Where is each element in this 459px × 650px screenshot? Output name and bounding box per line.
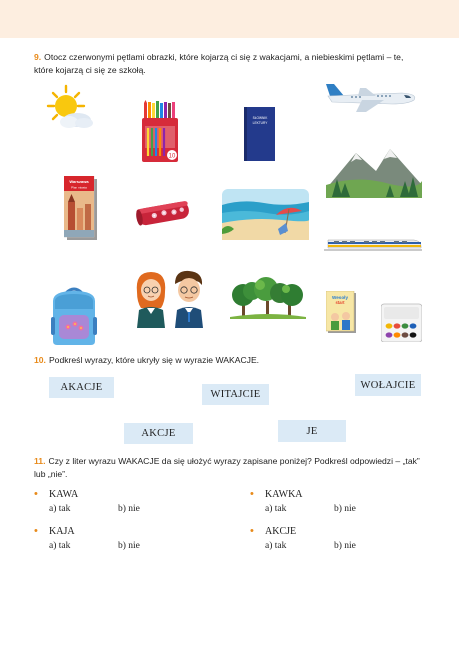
answer-kawka-no[interactable]: b) nie <box>334 504 356 514</box>
question-word-kawa: KAWA <box>49 489 79 500</box>
pencil-case-icon[interactable] <box>134 200 192 226</box>
task-9-number: 9. <box>34 52 42 62</box>
dictionary-book-icon[interactable] <box>244 107 275 161</box>
task-11-text-line1: Czy z liter wyrazu WAKACJE da się ułożyć wyrazy zapisane poniżej? Podkreśl odpowiedzi – „tak” <box>48 456 420 466</box>
paint-box-icon[interactable] <box>381 302 422 342</box>
word-box-akcje[interactable]: AKCJE <box>124 423 193 444</box>
question-word-akcje: AKCJE <box>265 526 297 537</box>
backpack-icon[interactable] <box>49 287 99 345</box>
mountains-icon[interactable] <box>326 145 422 198</box>
bullet-icon: • <box>250 488 254 500</box>
crayon-box-label: 10 <box>168 153 176 160</box>
bullet-icon: • <box>34 525 38 537</box>
answer-kawa-yes[interactable]: a) tak <box>49 504 71 514</box>
guidebook-icon[interactable] <box>64 176 97 240</box>
page-header-band <box>0 0 459 38</box>
task-10-instruction <box>34 354 434 367</box>
dictionary-title-line2: LEKTURY <box>252 121 268 125</box>
word-box-akacje[interactable]: AKACJE <box>49 377 114 398</box>
crayons-icon[interactable] <box>141 100 181 164</box>
trees-icon[interactable] <box>230 277 306 319</box>
answer-kaja-no[interactable]: b) nie <box>118 541 140 551</box>
task-11-instruction <box>34 455 434 481</box>
task-10-text: Podkreśl wyrazy, które ukryły się w wyrazie WAKACJE. <box>48 355 260 365</box>
answer-akcje-no[interactable]: b) nie <box>334 541 356 551</box>
school-children-icon[interactable] <box>131 268 209 328</box>
beach-icon[interactable] <box>222 189 309 240</box>
task-11-text-line2: lub „nie”. <box>34 469 68 479</box>
answer-kawa-no[interactable]: b) nie <box>118 504 140 514</box>
answer-akcje-yes[interactable]: a) tak <box>265 541 287 551</box>
dictionary-title-line1: SŁOWNIK <box>252 116 268 120</box>
guidebook-title-line2: Plan miasta <box>71 185 87 190</box>
airplane-icon[interactable] <box>322 80 420 114</box>
word-box-je[interactable]: JE <box>278 420 346 442</box>
train-icon[interactable] <box>324 237 422 251</box>
task-9-text-line1: Otocz czerwonymi pętlami obrazki, które kojarzą ci się z wakacjami, a niebieskimi pętlami – te, <box>44 52 404 62</box>
bullet-icon: • <box>34 488 38 500</box>
task-9-instruction <box>34 51 434 77</box>
reader-title-line1: Wesoły <box>332 295 348 300</box>
question-word-kawka: KAWKA <box>265 489 303 500</box>
word-box-witajcie[interactable]: WITAJCIE <box>202 384 269 405</box>
task-11-number: 11. <box>34 456 46 466</box>
answer-kaja-yes[interactable]: a) tak <box>49 541 71 551</box>
task-9-text-line2: które kojarzą ci się ze szkołą. <box>34 65 146 75</box>
guidebook-title-line1: Warszawa <box>69 179 89 184</box>
question-word-kaja: KAJA <box>49 526 75 537</box>
sun-icon[interactable] <box>44 84 94 132</box>
word-box-wolajcie[interactable]: WOŁAJCIE <box>355 374 421 396</box>
reader-book-icon[interactable] <box>326 291 356 333</box>
reader-title-line2: start <box>335 300 345 305</box>
answer-kawka-yes[interactable]: a) tak <box>265 504 287 514</box>
task-10-number: 10. <box>34 355 46 365</box>
bullet-icon: • <box>250 525 254 537</box>
